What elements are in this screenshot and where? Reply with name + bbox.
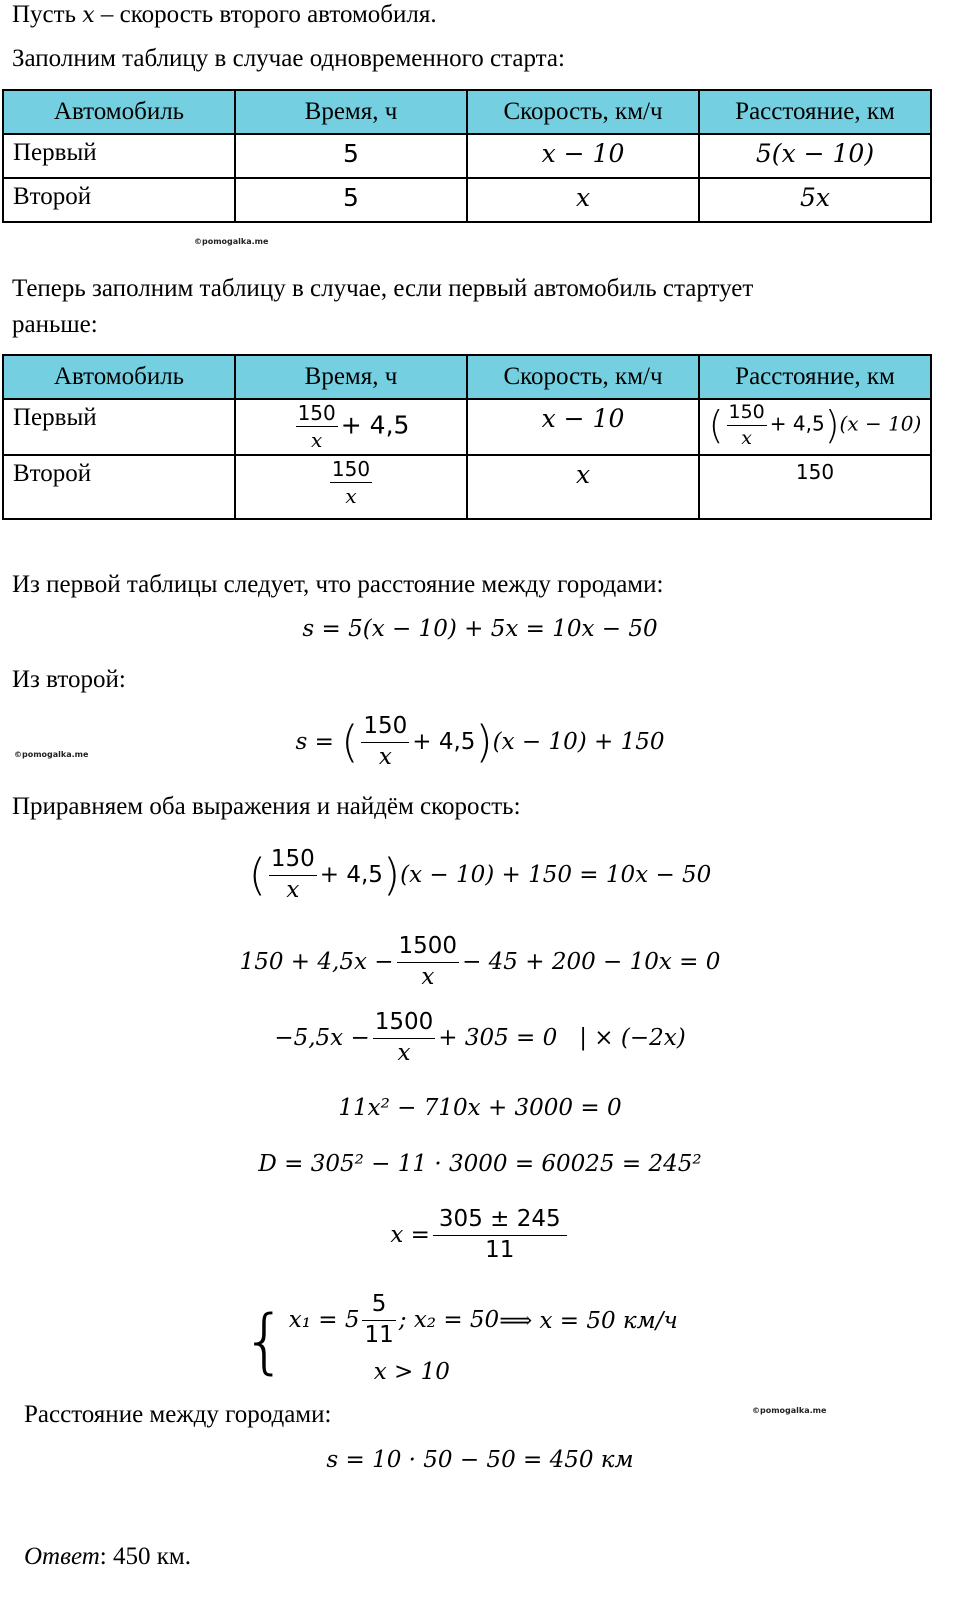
equation-simplify: −5,5x − $\frac{1500}{x}$ + 305 = 0 | × (−2x) <box>0 1008 960 1069</box>
table-header-row <box>3 355 931 399</box>
cell-time: 5 <box>235 134 467 178</box>
fraction: $\frac{5}{11}$ <box>364 1291 394 1348</box>
table-row <box>3 134 931 178</box>
equation-discriminant: D = 305² − 11 · 3000 = 60025 = 245² <box>258 1151 702 1177</box>
equation-equate: ( $\frac{150}{x}$ + 4,5)(x − 10) + 150 = 10x − 50 <box>0 845 960 906</box>
table-simultaneous-start <box>2 89 932 223</box>
cell-car: Первый <box>3 399 235 455</box>
answer-label: Ответ <box>24 1543 100 1570</box>
header-distance: Расстояние, км <box>699 90 931 134</box>
fraction: $\frac{305 \pm 245}{11}$ <box>433 1205 567 1266</box>
equation-quadratic: 11x² − 710x + 3000 = 0 <box>338 1095 622 1121</box>
table-row <box>3 178 931 222</box>
system-result: ⟹ x = 50 км/ч <box>499 1308 678 1335</box>
header-time: Время, ч <box>235 355 467 399</box>
cell-time: $\frac{150}{x}$ + 4,5 <box>235 399 467 455</box>
intro-variable: x <box>82 3 95 28</box>
cell-speed: x <box>467 178 699 222</box>
from-first-table-text: Из первой таблицы следует, что расстояние между городами: <box>12 571 664 598</box>
fraction: $\frac{1500}{x}$ <box>374 1009 434 1066</box>
cell-speed: x − 10 <box>467 134 699 178</box>
cell-car: Второй <box>3 455 235 519</box>
equation-roots: x = $\frac{305 \pm 245}{11}$ <box>0 1205 960 1266</box>
fraction: $\frac{150}{x}$ <box>728 401 765 449</box>
distance-label: Расстояние между городами: <box>24 1401 332 1428</box>
intro-text-start: Пусть <box>12 1 83 28</box>
header-speed: Скорость, км/ч <box>467 90 699 134</box>
cell-distance: 150 <box>699 455 931 519</box>
header-distance: Расстояние, км <box>699 355 931 399</box>
table-row <box>3 399 931 455</box>
fraction: $\frac{1500}{x}$ <box>398 933 458 990</box>
equation-final-distance: s = 10 · 50 − 50 = 450 км <box>326 1447 634 1473</box>
header-car: Автомобиль <box>3 90 235 134</box>
fraction: $\frac{150}{x}$ <box>331 457 371 508</box>
equation-distance-second: s = ( $\frac{150}{x}$ + 4,5)(x − 10) + 150 <box>0 712 960 773</box>
brace: { <box>242 1300 287 1383</box>
watermark: ©pomogalka.me <box>194 237 269 246</box>
table-first-starts-earlier <box>2 354 932 520</box>
header-speed: Скорость, км/ч <box>467 355 699 399</box>
answer-line <box>24 1542 191 1572</box>
watermark: ©pomogalka.me <box>752 1406 827 1415</box>
table1-caption: Заполним таблицу в случае одновременного старта: <box>12 45 565 72</box>
cell-car: Первый <box>3 134 235 178</box>
header-time: Время, ч <box>235 90 467 134</box>
table2-caption-line1: Теперь заполним таблицу в случае, если первый автомобиль стартует <box>12 275 754 302</box>
equation-system: { x₁ = 5 $\frac{5}{11}$ ; x₂ = 50 x > 10 ⟹ x = 50 км/ч <box>242 1291 678 1385</box>
cell-time: 5 <box>235 178 467 222</box>
fraction: $\frac{150}{x}$ <box>363 713 408 770</box>
cell-distance: 5x <box>699 178 931 222</box>
from-second-text: Из второй: <box>12 666 126 693</box>
watermark: ©pomogalka.me <box>14 750 89 759</box>
fraction: $\frac{150}{x}$ <box>270 846 315 903</box>
table2-caption-line2: раньше: <box>12 311 98 338</box>
table-header-row <box>3 90 931 134</box>
intro-text-end: – скорость второго автомобиля. <box>94 1 437 28</box>
intro-line <box>12 0 437 31</box>
cell-speed: x − 10 <box>467 399 699 455</box>
equation-expand: 150 + 4,5x − $\frac{1500}{x}$ − 45 + 200 − 10x = 0 <box>0 932 960 993</box>
fraction: $\frac{150}{x}$ <box>297 401 336 452</box>
cell-car: Второй <box>3 178 235 222</box>
equate-text: Приравняем оба выражения и найдём скорость: <box>12 793 521 820</box>
equation-distance-first: s = 5(x − 10) + 5x = 10x − 50 <box>302 616 658 642</box>
header-car: Автомобиль <box>3 355 235 399</box>
cell-time <box>235 455 467 519</box>
cell-speed: x <box>467 455 699 519</box>
answer-value: : 450 км. <box>99 1543 191 1570</box>
cell-distance: ( $\frac{150}{x}$ + 4,5)(x − 10) <box>699 399 931 455</box>
table-row <box>3 455 931 519</box>
cell-distance: 5(x − 10) <box>699 134 931 178</box>
